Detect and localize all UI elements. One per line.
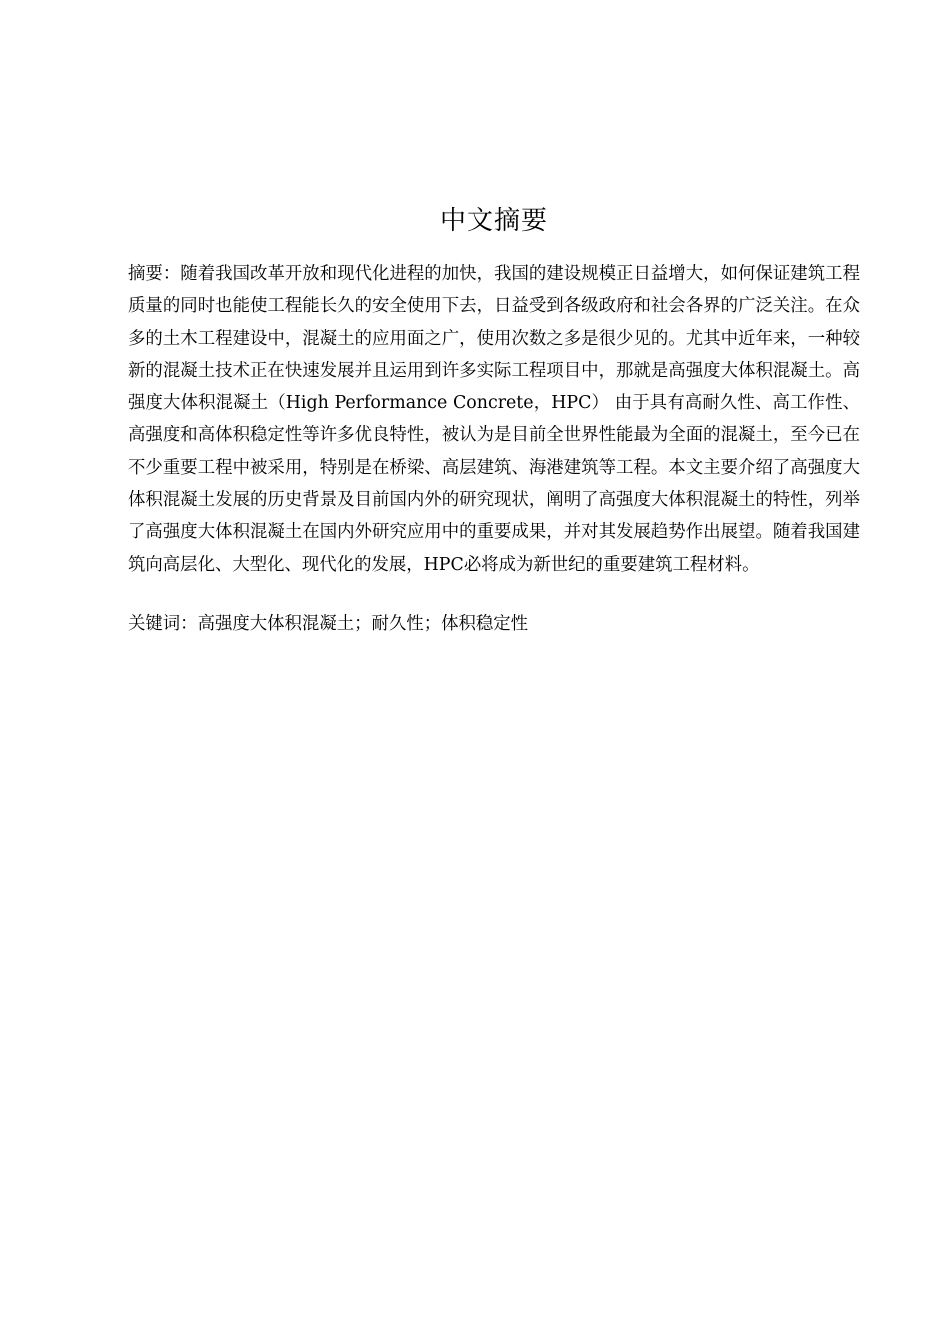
keywords-label: 关键词： — [128, 614, 198, 634]
keyword-item: 高强度大体积混凝土 — [197, 614, 355, 634]
keywords-line — [128, 610, 860, 638]
keyword-item: 体积稳定性 — [441, 614, 529, 634]
keyword-separator: ； — [354, 614, 372, 634]
keyword-item: 耐久性 — [371, 614, 424, 634]
keyword-separator: ； — [423, 614, 442, 634]
abstract-text: 随着我国改革开放和现代化进程的加快，我国的建设规模正日益增大，如何保证建筑工程质量的同时也能使工程能长久的安全使用下去，日益受到各级政府和社会各界的广泛关注。在众多的土木工程建设中，混凝土的应用面之广，使用次数之多是很少见的。尤其中近年来，一种较新的混凝土技术正在快速发展并且运用到许多实际工程项目中，那就是高强度大体积混凝土。高强度大体积混凝土（High Performance Concrete，HPC） 由于具有高耐久性、高工作性、高强度和高体积稳定性等许多优良特性，被认为是目前全世界性能最为全面的混凝土，至今已在不少重要工程中被采用，特别是在桥梁、高层建筑、海港建筑等工程。本文主要介绍了高强度大体积混凝土发展的历史背景及目前国内外的研究现状，阐明了高强度大体积混凝土的特性，列举了高强度大体积混凝土在国内外研究应用中的重要成果，并对其发展趋势作出展望。随着我国建筑向高层化、大型化、现代化的发展，HPC必将成为新世纪的重要建筑工程材料。 — [128, 264, 860, 575]
page-title: 中文摘要 — [439, 206, 548, 236]
abstract-paragraph — [128, 258, 860, 581]
abstract-label: 摘要： — [128, 264, 181, 284]
